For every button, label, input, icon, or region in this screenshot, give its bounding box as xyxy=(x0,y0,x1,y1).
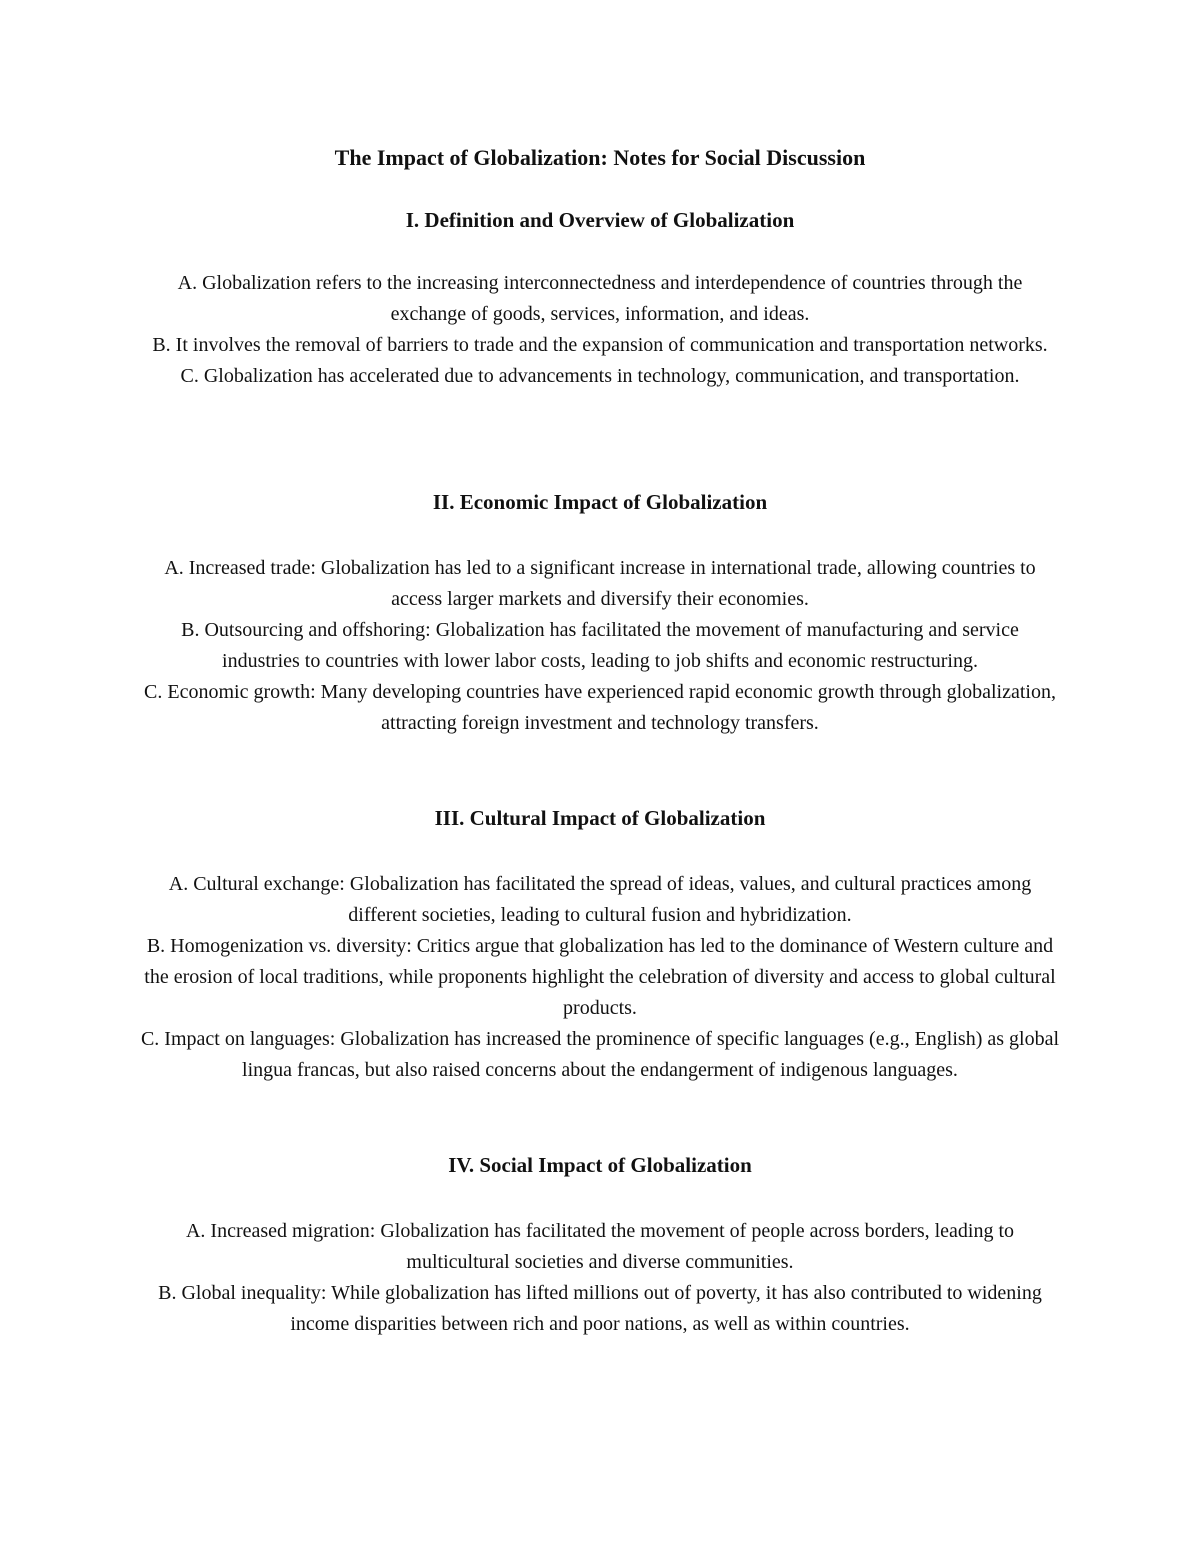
list-item: A. Increased migration: Globalization has facilitated the movement of people across borders, leading to multicultural societies and diverse communities. xyxy=(185,1220,1015,1273)
section-heading: II. Economic Impact of Globalization xyxy=(432,490,768,514)
section-heading: III. Cultural Impact of Globalization xyxy=(434,806,766,830)
section-heading: IV. Social Impact of Globalization xyxy=(448,1153,752,1177)
list-item: B. Outsourcing and offshoring: Globalization has facilitated the movement of manufacturing and service industries to countries with lower labor costs, leading to job shifts and economic restructuring. xyxy=(181,619,1019,672)
section-body xyxy=(140,869,1060,1086)
list-item: B. Homogenization vs. diversity: Critics argue that globalization has led to the dominance of Western culture and the erosion of local traditions, while proponents highlight the celebration of diversity and access to global cultural products. xyxy=(144,935,1056,1019)
list-item: A. Cultural exchange: Globalization has facilitated the spread of ideas, values, and cultural practices among different societies, leading to cultural fusion and hybridization. xyxy=(168,873,1032,926)
list-item: C. Globalization has accelerated due to advancements in technology, communication, and transportation. xyxy=(180,365,1020,387)
list-item: A. Globalization refers to the increasing interconnectedness and interdependence of countries through the exchange of goods, services, information, and ideas. xyxy=(177,272,1023,325)
list-item: A. Increased trade: Globalization has led to a significant increase in international trade, allowing countries to access larger markets and diversify their economies. xyxy=(164,557,1036,610)
document-title: The Impact of Globalization: Notes for Social Discussion xyxy=(334,145,866,170)
list-item: B. It involves the removal of barriers to trade and the expansion of communication and transportation networks. xyxy=(152,334,1048,356)
list-item: B. Global inequality: While globalization has lifted millions out of poverty, it has also contributed to widening income disparities between rich and poor nations, as well as within countries. xyxy=(158,1282,1042,1335)
section-heading: I. Definition and Overview of Globalization xyxy=(405,208,795,232)
section-body xyxy=(140,1216,1060,1340)
section-body xyxy=(140,268,1060,392)
section-body xyxy=(140,553,1060,739)
list-item: C. Impact on languages: Globalization has increased the prominence of specific languages (e.g., English) as global lingua francas, but also raised concerns about the endangerment of indigenous languages. xyxy=(140,1028,1060,1081)
list-item: C. Economic growth: Many developing countries have experienced rapid economic growth through globalization, attracting foreign investment and technology transfers. xyxy=(144,681,1056,734)
